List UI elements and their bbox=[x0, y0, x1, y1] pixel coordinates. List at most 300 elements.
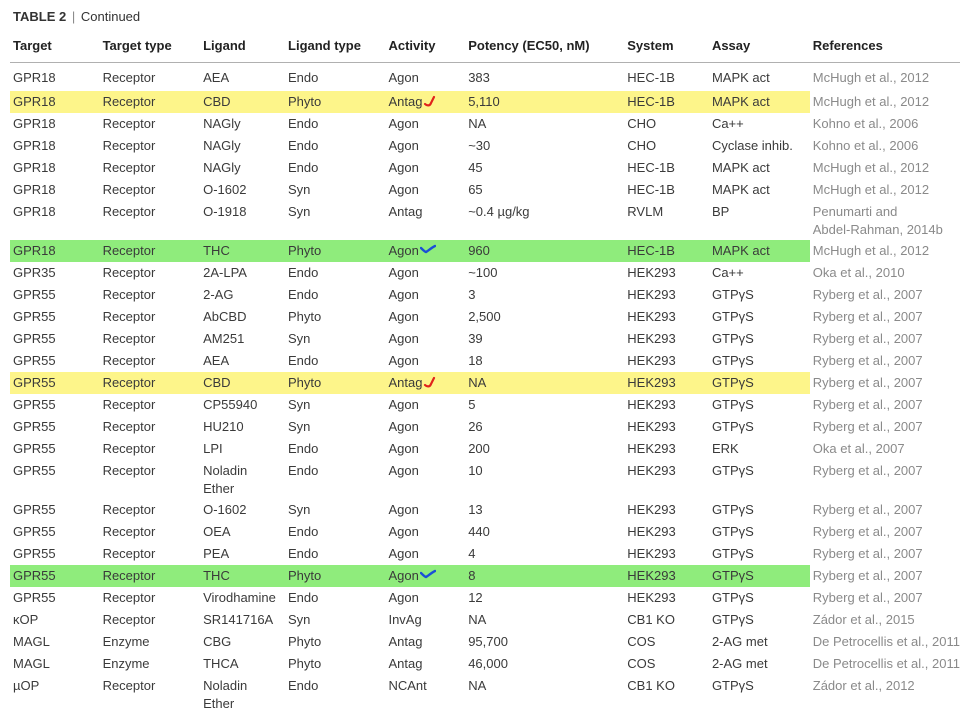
cell-target: GPR18 bbox=[13, 203, 56, 219]
activity-text: Antag bbox=[388, 203, 423, 219]
cell-system: COS bbox=[627, 633, 656, 649]
cell-target-type: Receptor bbox=[102, 396, 156, 412]
cell-activity bbox=[385, 113, 465, 135]
cell-target-type: Receptor bbox=[102, 523, 156, 539]
cell-target-type: Receptor bbox=[102, 70, 156, 85]
cell-system: CB1 KO bbox=[627, 677, 675, 693]
cell-system: CHO bbox=[627, 137, 657, 153]
cell-system: HEC-1B bbox=[627, 181, 675, 197]
cell-reference bbox=[810, 63, 960, 91]
reference-line: Ryberg et al., 2007 bbox=[812, 462, 923, 478]
activity-text: Agon bbox=[388, 264, 419, 280]
cell-ligand bbox=[200, 372, 285, 394]
cell-activity bbox=[385, 460, 465, 499]
cell-target: GPR55 bbox=[13, 589, 56, 605]
table-row bbox=[10, 565, 960, 587]
cell-target-type: Receptor bbox=[102, 264, 156, 280]
cell-ligand-type: Endo bbox=[288, 286, 319, 302]
cell-ligand bbox=[200, 631, 285, 653]
ligand-line: HU210 bbox=[203, 418, 244, 434]
cell-system: HEK293 bbox=[627, 308, 676, 324]
cell-potency: 46,000 bbox=[468, 655, 508, 671]
cell-reference bbox=[810, 157, 960, 179]
cell-system: HEK293 bbox=[627, 330, 676, 346]
cell-potency: 5,110 bbox=[465, 91, 624, 113]
table-row bbox=[10, 653, 960, 675]
cell-ligand bbox=[200, 438, 285, 460]
cell-target: MAGL bbox=[13, 633, 50, 649]
cell-target: GPR55 bbox=[13, 545, 56, 561]
cell-reference bbox=[810, 179, 960, 201]
cell-system: RVLM bbox=[627, 203, 664, 219]
cell-system: HEK293 bbox=[627, 545, 676, 561]
activity-text: Agon bbox=[388, 545, 419, 561]
cell-ligand-type: Syn bbox=[288, 181, 311, 197]
cell-potency: 8 bbox=[465, 565, 624, 587]
header-row bbox=[10, 38, 960, 63]
cell-target-type: Enzyme bbox=[102, 633, 150, 649]
cell-reference bbox=[810, 135, 960, 157]
cell-potency: 13 bbox=[468, 501, 483, 517]
cell-potency: ~100 bbox=[468, 264, 498, 280]
cell-assay: MAPK act bbox=[711, 159, 770, 175]
cell-ligand-type: Endo bbox=[288, 352, 319, 368]
cell-potency: 95,700 bbox=[468, 633, 508, 649]
cell-assay: GTPγS bbox=[711, 396, 754, 412]
cell-reference bbox=[810, 328, 960, 350]
cell-assay: GTPγS bbox=[709, 565, 810, 587]
cell-ligand bbox=[200, 521, 285, 543]
cell-ligand-type: Endo bbox=[288, 462, 319, 478]
activity-text: Agon bbox=[388, 115, 419, 131]
cell-target-type: Receptor bbox=[100, 240, 201, 262]
cell-target: GPR18 bbox=[13, 70, 56, 85]
reference-line: Ryberg et al., 2007 bbox=[812, 418, 923, 434]
reference-line: Ryberg et al., 2007 bbox=[812, 374, 923, 390]
cell-potency: 39 bbox=[468, 330, 483, 346]
cell-ligand bbox=[200, 113, 285, 135]
cell-potency: 3 bbox=[468, 286, 476, 302]
table-row bbox=[10, 394, 960, 416]
reference-line: De Petrocellis et al., 2011 bbox=[812, 633, 960, 649]
cell-activity bbox=[385, 284, 465, 306]
cell-reference bbox=[810, 521, 960, 543]
cell-potency: ~0.4 µg/kg bbox=[468, 203, 530, 219]
activity-text: Agon bbox=[388, 418, 419, 434]
activity-text: Agon bbox=[388, 352, 419, 368]
activity-text: Agon bbox=[388, 159, 419, 175]
cell-ligand bbox=[200, 499, 285, 521]
activity-text: Agon bbox=[388, 396, 419, 412]
cell-ligand bbox=[200, 675, 285, 714]
cell-target: GPR55 bbox=[13, 462, 56, 478]
cell-system: COS bbox=[627, 655, 656, 671]
cell-ligand-type: Endo bbox=[288, 523, 319, 539]
table-row bbox=[10, 262, 960, 284]
activity-text: Agon bbox=[388, 181, 419, 197]
ligand-line: LPI bbox=[203, 440, 223, 456]
cell-assay: Cyclase inhib. bbox=[711, 137, 793, 153]
table-row bbox=[10, 113, 960, 135]
cell-activity bbox=[385, 328, 465, 350]
table-row bbox=[10, 91, 960, 113]
cell-reference bbox=[810, 91, 960, 113]
cell-target: GPR55 bbox=[10, 372, 100, 394]
cell-ligand-type: Phyto bbox=[288, 308, 322, 324]
reference-line: Ryberg et al., 2007 bbox=[812, 523, 923, 539]
ligand-line: O-1602 bbox=[203, 501, 247, 517]
cell-activity bbox=[385, 240, 465, 262]
cell-activity bbox=[385, 372, 465, 394]
cell-system: HEK293 bbox=[627, 440, 676, 456]
cell-potency: 65 bbox=[468, 181, 483, 197]
cell-target: GPR55 bbox=[13, 396, 56, 412]
cell-assay: GTPγS bbox=[711, 308, 754, 324]
ligand-line: NAGly bbox=[203, 159, 241, 175]
cell-ligand-type: Phyto bbox=[285, 565, 385, 587]
red-check-mark-icon bbox=[423, 96, 439, 108]
ligand-line: CBD bbox=[203, 374, 231, 390]
ligand-line: AEA bbox=[203, 352, 230, 368]
reference-line: Ryberg et al., 2007 bbox=[812, 567, 923, 583]
cell-activity bbox=[385, 135, 465, 157]
activity-text: Antag bbox=[388, 633, 423, 649]
cell-ligand bbox=[200, 63, 285, 91]
cell-target: GPR55 bbox=[10, 565, 100, 587]
cell-reference bbox=[810, 499, 960, 521]
cell-system: CHO bbox=[627, 115, 657, 131]
cell-ligand bbox=[200, 350, 285, 372]
cell-system: HEC-1B bbox=[624, 240, 709, 262]
cell-target-type: Enzyme bbox=[102, 655, 150, 671]
blue-check-mark-icon bbox=[420, 245, 436, 257]
cell-target-type: Receptor bbox=[102, 677, 156, 693]
cell-activity bbox=[385, 91, 465, 113]
reference-line: Kohno et al., 2006 bbox=[812, 137, 919, 153]
activity-text: Agon bbox=[388, 286, 419, 302]
cell-target: GPR55 bbox=[13, 501, 56, 517]
activity-text: Agon bbox=[388, 330, 419, 346]
activity-text: Agon bbox=[388, 523, 419, 539]
cell-potency: 12 bbox=[468, 589, 483, 605]
cell-potency: 2,500 bbox=[468, 308, 501, 324]
cell-target: GPR18 bbox=[13, 115, 56, 131]
cell-activity bbox=[385, 306, 465, 328]
activity-text: Antag bbox=[388, 655, 423, 671]
cell-ligand-type: Phyto bbox=[288, 655, 322, 671]
cell-potency: 5 bbox=[468, 396, 476, 412]
cell-ligand bbox=[200, 460, 285, 499]
cell-assay: GTPγS bbox=[711, 589, 754, 605]
cell-system: HEK293 bbox=[627, 589, 676, 605]
cell-potency: 960 bbox=[465, 240, 624, 262]
cell-target: GPR55 bbox=[13, 308, 56, 324]
cell-activity bbox=[385, 416, 465, 438]
cell-target-type: Receptor bbox=[100, 565, 201, 587]
cell-target-type: Receptor bbox=[102, 203, 156, 219]
cell-assay: 2-AG met bbox=[711, 633, 768, 649]
ligand-line: PEA bbox=[203, 545, 230, 561]
reference-line: McHugh et al., 2012 bbox=[812, 93, 930, 109]
cell-ligand-type: Endo bbox=[288, 264, 319, 280]
cell-target: MAGL bbox=[13, 655, 50, 671]
cell-target-type: Receptor bbox=[102, 462, 156, 478]
cell-reference bbox=[810, 372, 960, 394]
cell-ligand bbox=[200, 587, 285, 609]
activity-text: Agon bbox=[388, 308, 419, 324]
cell-target-type: Receptor bbox=[102, 308, 156, 324]
ligand-line: CBG bbox=[203, 633, 232, 649]
ligand-line: AbCBD bbox=[203, 308, 247, 324]
activity-text: Agon bbox=[388, 137, 419, 153]
cell-assay: ERK bbox=[711, 440, 739, 456]
cell-system: HEK293 bbox=[627, 352, 676, 368]
cell-system: HEC-1B bbox=[624, 91, 709, 113]
ligand-line: O-1602 bbox=[203, 181, 247, 197]
reference-line: Kohno et al., 2006 bbox=[812, 115, 919, 131]
cell-system: HEC-1B bbox=[627, 159, 675, 175]
cell-reference bbox=[810, 587, 960, 609]
cell-target: µOP bbox=[13, 677, 40, 693]
table-caption bbox=[13, 9, 140, 24]
cell-ligand-type: Phyto bbox=[285, 240, 385, 262]
table-row bbox=[10, 201, 960, 240]
table-row bbox=[10, 372, 960, 394]
cell-ligand bbox=[200, 135, 285, 157]
cell-potency: 45 bbox=[468, 159, 483, 175]
cell-reference bbox=[810, 113, 960, 135]
ligand-line: NAGly bbox=[203, 137, 241, 153]
cell-activity bbox=[385, 201, 465, 240]
cell-assay: GTPγS bbox=[711, 545, 754, 561]
red-check-mark-icon bbox=[423, 377, 439, 389]
cell-target: GPR55 bbox=[13, 286, 56, 302]
cell-assay: MAPK act bbox=[709, 240, 810, 262]
cell-potency: 4 bbox=[468, 545, 476, 561]
cell-ligand-type: Endo bbox=[288, 440, 319, 456]
cell-activity bbox=[385, 631, 465, 653]
cell-system: HEK293 bbox=[627, 264, 676, 280]
table-row bbox=[10, 499, 960, 521]
cell-ligand bbox=[200, 394, 285, 416]
cell-potency: NA bbox=[465, 372, 624, 394]
cell-activity bbox=[385, 350, 465, 372]
cell-target: GPR18 bbox=[10, 240, 100, 262]
ligand-line: Virodhamine bbox=[203, 589, 276, 605]
cell-system: CB1 KO bbox=[627, 611, 675, 627]
cell-activity bbox=[385, 394, 465, 416]
caption-separator: | bbox=[71, 9, 76, 24]
cell-activity bbox=[385, 587, 465, 609]
cell-target-type: Receptor bbox=[102, 330, 156, 346]
activity-text: Agon bbox=[388, 501, 419, 517]
cell-reference bbox=[810, 631, 960, 653]
cell-assay: GTPγS bbox=[711, 352, 754, 368]
cell-target: GPR55 bbox=[13, 418, 56, 434]
reference-line: Ryberg et al., 2007 bbox=[812, 330, 923, 346]
cell-potency: 440 bbox=[468, 523, 490, 539]
cell-activity bbox=[385, 262, 465, 284]
activity-text: Agon bbox=[388, 70, 419, 85]
table-row bbox=[10, 135, 960, 157]
cell-system: HEK293 bbox=[627, 523, 676, 539]
cell-reference bbox=[810, 438, 960, 460]
cell-system: HEK293 bbox=[627, 462, 676, 478]
reference-line: Ryberg et al., 2007 bbox=[812, 501, 923, 517]
cell-activity bbox=[385, 675, 465, 714]
blue-check-mark-icon bbox=[420, 570, 436, 582]
activity-text: Agon bbox=[388, 440, 419, 456]
cell-target: GPR18 bbox=[10, 91, 100, 113]
cell-system: HEK293 bbox=[627, 418, 676, 434]
cell-reference bbox=[810, 675, 960, 714]
activity-text: Agon bbox=[388, 567, 419, 583]
ligand-line: NAGly bbox=[203, 115, 241, 131]
cell-activity bbox=[385, 543, 465, 565]
cell-reference bbox=[810, 609, 960, 631]
cell-potency: ~30 bbox=[468, 137, 491, 153]
cell-target-type: Receptor bbox=[102, 440, 156, 456]
activity-text: NCAnt bbox=[388, 677, 427, 693]
cell-target: GPR18 bbox=[13, 181, 56, 197]
reference-line: Ryberg et al., 2007 bbox=[812, 589, 923, 605]
cell-ligand bbox=[200, 284, 285, 306]
cell-potency: NA bbox=[468, 115, 487, 131]
cell-target-type: Receptor bbox=[102, 181, 156, 197]
activity-text: Agon bbox=[388, 589, 419, 605]
ligand-line: SR141716A bbox=[203, 611, 274, 627]
ligand-line: CBD bbox=[203, 93, 231, 109]
reference-line: Ryberg et al., 2007 bbox=[812, 352, 923, 368]
cell-assay: GTPγS bbox=[711, 523, 754, 539]
ligand-line-2: Ether bbox=[203, 695, 235, 711]
ligand-line: AM251 bbox=[203, 330, 245, 346]
cell-reference bbox=[810, 543, 960, 565]
cell-target-type: Receptor bbox=[100, 372, 201, 394]
cell-ligand bbox=[200, 201, 285, 240]
table-row bbox=[10, 609, 960, 631]
cell-reference bbox=[810, 394, 960, 416]
header-potency: Potency (EC50, nM) bbox=[465, 38, 624, 63]
ligand-line: THC bbox=[203, 242, 230, 258]
reference-line: Ryberg et al., 2007 bbox=[812, 545, 923, 561]
reference-line: Oka et al., 2010 bbox=[812, 264, 905, 280]
header-ligand-type: Ligand type bbox=[285, 38, 385, 63]
cell-assay: GTPγS bbox=[711, 330, 754, 346]
cell-target: κOP bbox=[13, 611, 39, 627]
cell-target: GPR55 bbox=[13, 352, 56, 368]
cell-ligand-type: Syn bbox=[288, 396, 311, 412]
reference-line: McHugh et al., 2012 bbox=[812, 70, 930, 85]
cell-activity bbox=[385, 157, 465, 179]
table-row bbox=[10, 63, 960, 91]
cell-target-type: Receptor bbox=[102, 589, 156, 605]
header-references: References bbox=[810, 38, 960, 63]
cell-target-type: Receptor bbox=[102, 159, 156, 175]
activity-text: Agon bbox=[388, 242, 419, 258]
cell-ligand bbox=[200, 416, 285, 438]
cell-system: HEK293 bbox=[627, 396, 676, 412]
header-target: Target bbox=[10, 38, 100, 63]
table-row bbox=[10, 438, 960, 460]
cell-activity bbox=[385, 499, 465, 521]
cell-target: GPR55 bbox=[13, 330, 56, 346]
cell-ligand bbox=[200, 328, 285, 350]
table-number: TABLE 2 bbox=[13, 9, 67, 24]
cell-assay: GTPγS bbox=[711, 462, 754, 478]
cell-reference bbox=[810, 416, 960, 438]
cell-target-type: Receptor bbox=[102, 545, 156, 561]
cell-potency: 200 bbox=[468, 440, 490, 456]
cell-ligand bbox=[200, 240, 285, 262]
table-row bbox=[10, 350, 960, 372]
cell-potency: 26 bbox=[468, 418, 483, 434]
ligand-line: AEA bbox=[203, 70, 230, 85]
cell-ligand-type: Phyto bbox=[288, 633, 322, 649]
reference-line: Ryberg et al., 2007 bbox=[812, 308, 923, 324]
cell-ligand-type: Endo bbox=[288, 677, 319, 693]
cell-potency: NA bbox=[468, 677, 487, 693]
cell-ligand-type: Syn bbox=[288, 611, 311, 627]
table-row bbox=[10, 631, 960, 653]
cell-target: GPR35 bbox=[13, 264, 56, 280]
cell-assay: Ca++ bbox=[711, 264, 744, 280]
cell-target-type: Receptor bbox=[102, 501, 156, 517]
cell-reference bbox=[810, 306, 960, 328]
cell-assay: GTPγS bbox=[711, 501, 754, 517]
reference-line: De Petrocellis et al., 2011 bbox=[812, 655, 960, 671]
cell-target-type: Receptor bbox=[102, 286, 156, 302]
cell-activity bbox=[385, 63, 465, 91]
cell-system: HEK293 bbox=[624, 372, 709, 394]
cell-assay: GTPγS bbox=[711, 611, 754, 627]
cell-reference bbox=[810, 350, 960, 372]
cell-target-type: Receptor bbox=[102, 352, 156, 368]
data-table bbox=[10, 38, 960, 714]
cell-ligand-type: Phyto bbox=[285, 372, 385, 394]
cell-assay: GTPγS bbox=[711, 418, 754, 434]
table-row bbox=[10, 416, 960, 438]
cell-assay: BP bbox=[711, 203, 730, 219]
reference-line: McHugh et al., 2012 bbox=[812, 181, 930, 197]
cell-reference bbox=[810, 262, 960, 284]
cell-system: HEC-1B bbox=[627, 70, 675, 85]
cell-system: HEK293 bbox=[624, 565, 709, 587]
cell-system: HEK293 bbox=[627, 286, 676, 302]
ligand-line: O-1918 bbox=[203, 203, 247, 219]
table-row bbox=[10, 543, 960, 565]
reference-line: McHugh et al., 2012 bbox=[812, 242, 930, 258]
cell-activity bbox=[385, 179, 465, 201]
table-row bbox=[10, 328, 960, 350]
table-row bbox=[10, 521, 960, 543]
cell-reference bbox=[810, 240, 960, 262]
cell-ligand-type: Endo bbox=[288, 115, 319, 131]
ligand-line: THC bbox=[203, 567, 230, 583]
cell-assay: Ca++ bbox=[711, 115, 744, 131]
cell-ligand bbox=[200, 653, 285, 675]
reference-line: Penumarti and bbox=[812, 203, 898, 219]
cell-ligand bbox=[200, 262, 285, 284]
table-row bbox=[10, 306, 960, 328]
table-row bbox=[10, 284, 960, 306]
activity-text: Antag bbox=[388, 93, 423, 109]
cell-target: GPR55 bbox=[13, 523, 56, 539]
table-row bbox=[10, 675, 960, 714]
cell-assay: 2-AG met bbox=[711, 655, 768, 671]
cell-system: HEK293 bbox=[627, 501, 676, 517]
table-row bbox=[10, 587, 960, 609]
